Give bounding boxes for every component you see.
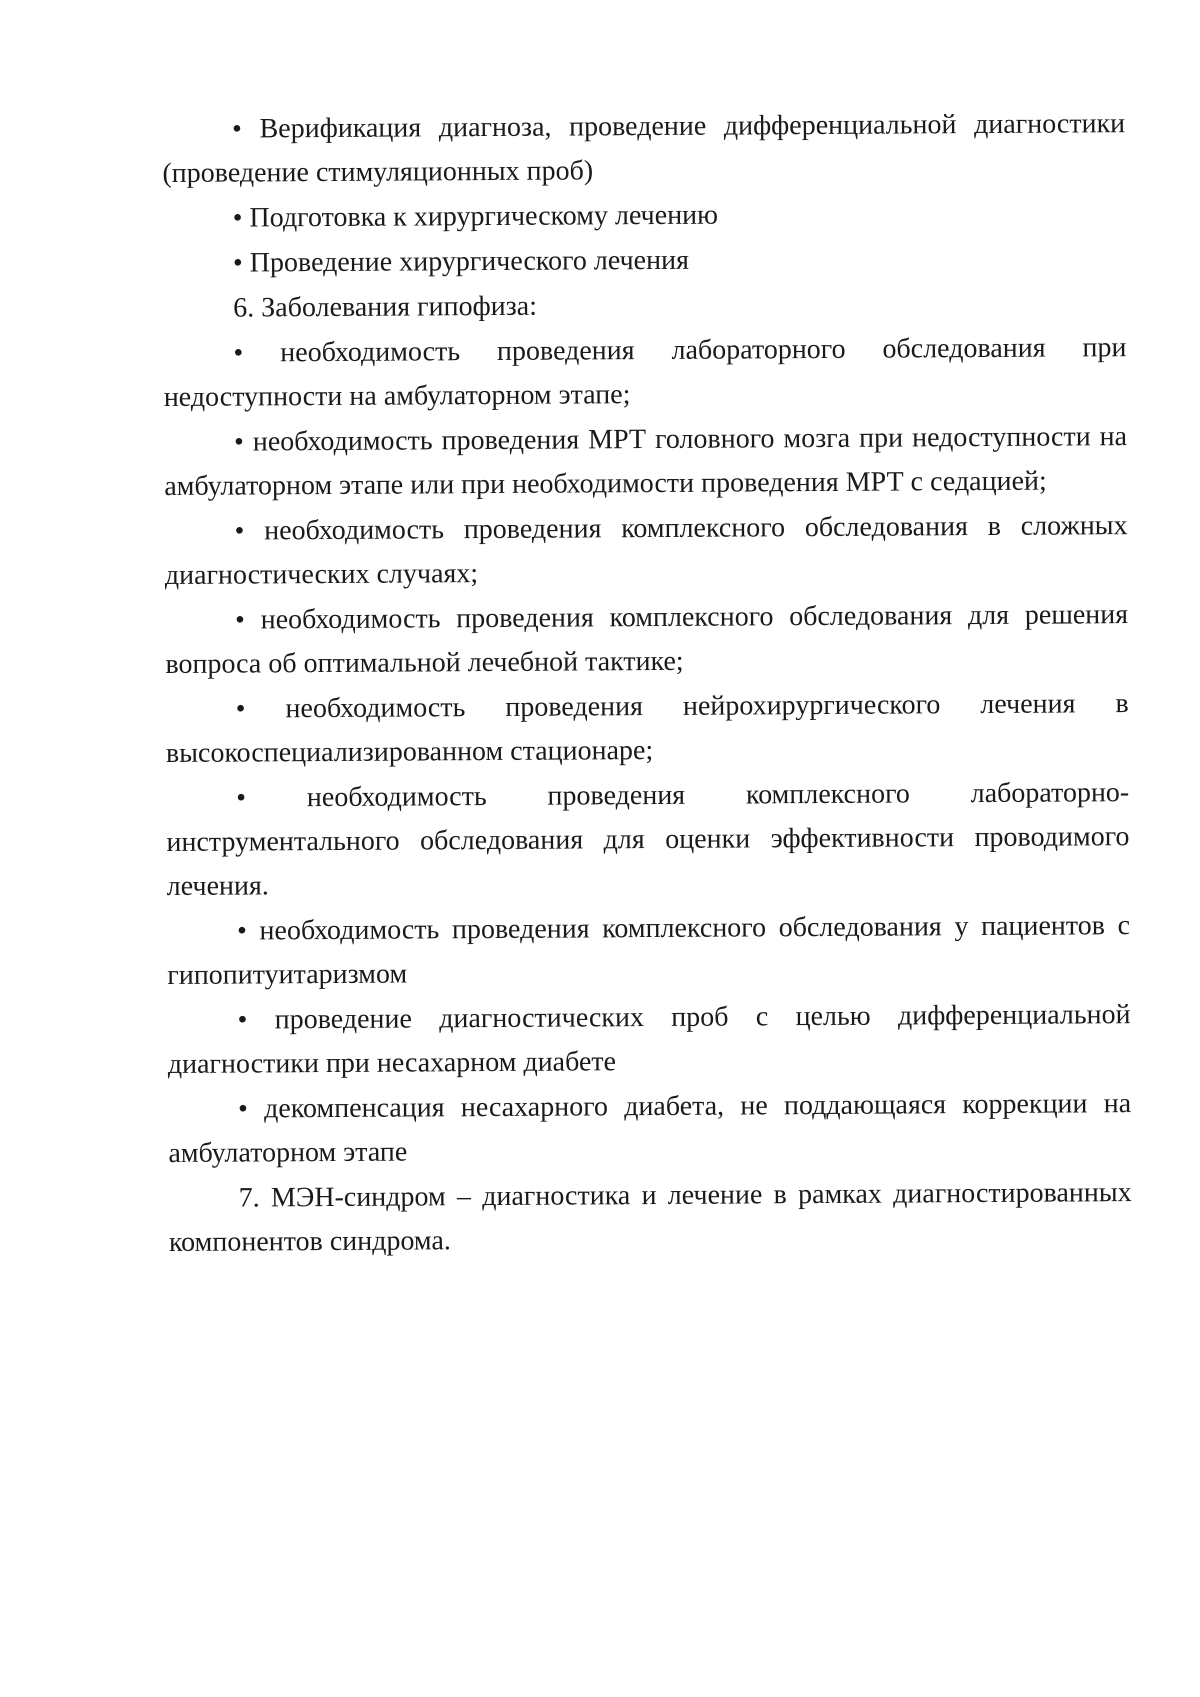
paragraph-hypopituitarism: • необходимость проведения комплексного обследования у пациентов с гипопитуитаризмом <box>167 910 1131 991</box>
paragraph-lab-exam: • необходимость проведения лабораторного обследования при недоступности на амбулаторном этапе; <box>163 332 1127 413</box>
paragraph-mri: • необходимость проведения МРТ головного мозга при недоступности на амбулаторном этапе или при необходимости проведения МРТ с седацией; <box>164 421 1128 502</box>
paragraph-surgical-treatment: • Проведение хирургического лечения <box>232 244 690 279</box>
paragraph-neurosurgery: • необходимость проведения нейрохирургического лечения в высокоспециализированном стационаре; <box>165 688 1129 769</box>
paragraph-surgery-preparation: • Подготовка к хирургическому лечению <box>232 199 719 234</box>
paragraph-diabetes-insipidus-tests: • проведение диагностических проб с целью дифференциальной диагностики при несахарном диабете <box>167 999 1131 1080</box>
section-heading-pituitary: 6. Заболевания гипофиза: <box>233 290 538 324</box>
paragraph-complex-exam-difficult-cases: • необходимость проведения комплексного обследования в сложных диагностических случаях; <box>164 510 1128 591</box>
paragraph-treatment-efficacy: • необходимость проведения комплексного лабораторно-инструментального обследования для оценки эффективности проводимого лечения. <box>166 777 1130 902</box>
paragraph-diabetes-insipidus-decompensation: • декомпенсация несахарного диабета, не поддающаяся коррекции на амбулаторном этапе <box>168 1088 1132 1169</box>
paragraph-complex-exam-tactics: • необходимость проведения комплексного обследования для решения вопроса об оптимальной лечебной тактике; <box>165 599 1129 680</box>
paragraph-verification: • Верификация диагноза, проведение дифференциальной диагностики (проведение стимуляционных проб) <box>162 108 1126 189</box>
document-body <box>162 102 1132 1265</box>
section-men-syndrome: 7. МЭН-синдром – диагностика и лечение в рамках диагностированных компонентов синдрома. <box>168 1177 1132 1258</box>
